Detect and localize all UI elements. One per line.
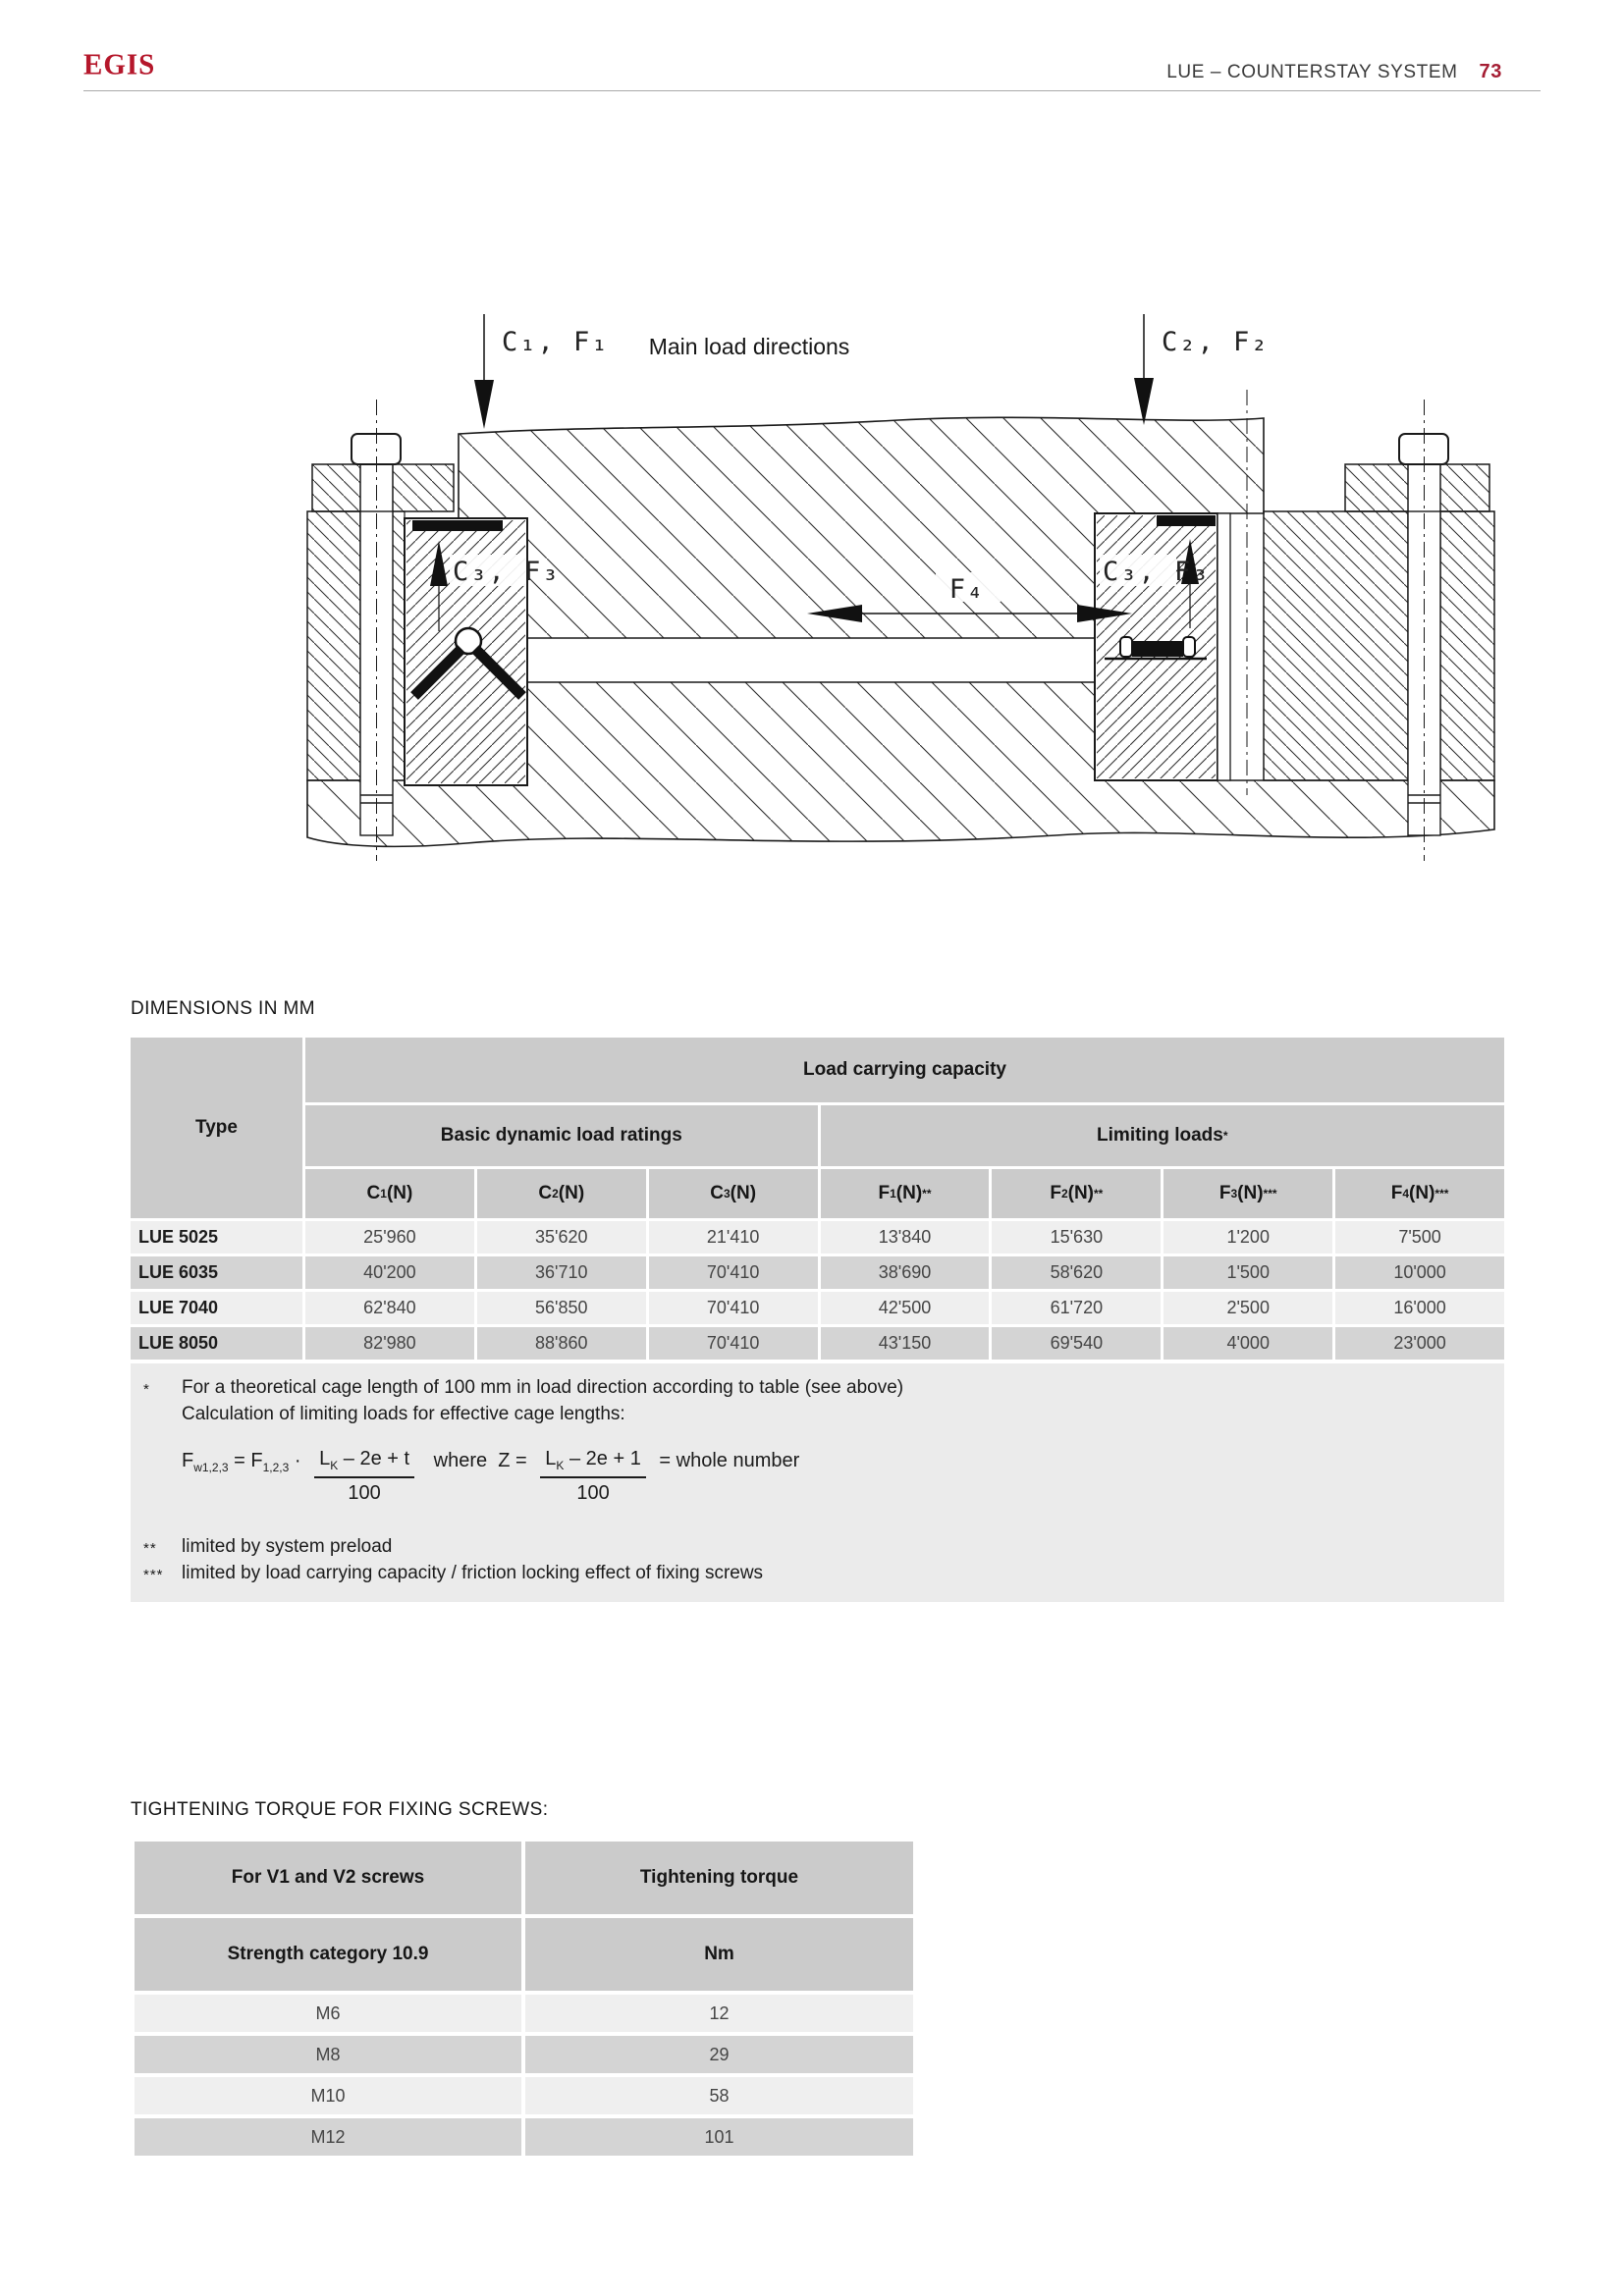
- footnote-marker-3: ***: [143, 1567, 164, 1583]
- table-cell-value: 88'860: [477, 1327, 646, 1360]
- table-cell-value: 25'960: [305, 1221, 474, 1254]
- table-row-type: LUE 8050: [131, 1327, 302, 1360]
- right-plate: [1218, 513, 1230, 780]
- fraction-1: $\frac{L_K - 2e + t}{100}$: [314, 1448, 414, 1505]
- c3-f3-label-left: C₃, F₃: [453, 557, 561, 587]
- table-row-type: LUE 7040: [131, 1292, 302, 1324]
- torque-row-value: 12: [525, 1995, 913, 2032]
- torque-row-size: M10: [135, 2077, 521, 2114]
- table-cell-value: 58'620: [992, 1256, 1161, 1289]
- table-cell-value: 70'410: [649, 1292, 818, 1324]
- column-header: F 3 (N) ***: [1164, 1169, 1332, 1218]
- table-cell-value: 10'000: [1335, 1256, 1504, 1289]
- table-cell-value: 35'620: [477, 1221, 646, 1254]
- subgroup-header-dynamic: Basic dynamic load ratings: [305, 1105, 818, 1166]
- torque-col2-header: Tightening torque: [525, 1842, 913, 1914]
- drawing-caption: Main load directions: [648, 334, 850, 359]
- torque-row-value: 101: [525, 2118, 913, 2156]
- right-cage-block: [1095, 513, 1218, 780]
- table-cell-value: 15'630: [992, 1221, 1161, 1254]
- table-cell-value: 7'500: [1335, 1221, 1504, 1254]
- tightening-torque-table: [135, 1842, 913, 2156]
- page-number: 73: [1479, 61, 1502, 82]
- table-cell-value: 69'540: [992, 1327, 1161, 1360]
- counterstay-cross-section-drawing: [211, 260, 1497, 869]
- right-clamp-plate: [1345, 464, 1408, 511]
- c3-f3-label-right: C₃, F₃: [1103, 557, 1211, 587]
- column-header: F 1 (N) **: [821, 1169, 990, 1218]
- table-cell-value: 61'720: [992, 1292, 1161, 1324]
- column-header: C 1 (N): [305, 1169, 474, 1218]
- c1-f1-label: C₁, F₁: [502, 327, 610, 357]
- footnote-box: [131, 1363, 1504, 1602]
- table-cell-value: 23'000: [1335, 1327, 1504, 1360]
- table-cell-value: 21'410: [649, 1221, 818, 1254]
- table-cell-value: 13'840: [821, 1221, 990, 1254]
- torque-row-size: M12: [135, 2118, 521, 2156]
- dimensions-title: DIMENSIONS IN MM: [131, 998, 315, 1019]
- left-housing-strip: [393, 511, 405, 780]
- c1-f1-arrow: [474, 314, 494, 429]
- subgroup-header-limiting: [821, 1105, 1504, 1166]
- group-header: Load carrying capacity: [305, 1038, 1504, 1102]
- torque-col2-subheader: Nm: [525, 1918, 913, 1991]
- table-cell-value: 42'500: [821, 1292, 990, 1324]
- torque-row-size: M6: [135, 1995, 521, 2032]
- right-roller: [1132, 641, 1183, 657]
- table-cell-value: 70'410: [649, 1256, 818, 1289]
- right-housing-strip: [1440, 511, 1494, 780]
- page-title: LUE – COUNTERSTAY SYSTEM: [1166, 62, 1458, 82]
- table-cell-value: 82'980: [305, 1327, 474, 1360]
- column-header: F 4 (N) ***: [1335, 1169, 1504, 1218]
- f4-label: F₄: [948, 574, 986, 605]
- limiting-load-formula: $F_{w1,2,3} = F_{1,2,3}$ · $\frac{L_K - 2e + t}{100}$ where Z = $\frac{L_K - 2e + 1}{100}$ = whole number: [182, 1448, 800, 1504]
- subgroup-header-limiting-text: Limiting loads: [1097, 1125, 1223, 1146]
- header-rule: [83, 90, 1541, 91]
- left-clamp-plate: [393, 464, 454, 511]
- footnote-line-3: limited by system preload: [182, 1536, 393, 1557]
- table-cell-value: 4'000: [1164, 1327, 1332, 1360]
- left-housing: [307, 511, 360, 780]
- torque-title: TIGHTENING TORQUE FOR FIXING SCREWS:: [131, 1799, 549, 1820]
- right-housing: [1264, 511, 1408, 780]
- load-capacity-table: [131, 1038, 1504, 1360]
- column-header: C 2 (N): [477, 1169, 646, 1218]
- table-cell-value: 2'500: [1164, 1292, 1332, 1324]
- right-clamp-plate: [1440, 464, 1489, 511]
- footnote-line-4: limited by load carrying capacity / friction locking effect of fixing screws: [182, 1563, 764, 1583]
- right-seal-strip: [1157, 515, 1216, 526]
- footnote-line-1: For a theoretical cage length of 100 mm in load direction according to table (see above): [182, 1377, 904, 1398]
- column-header: C 3 (N): [649, 1169, 818, 1218]
- c2-f2-arrow: [1134, 314, 1154, 425]
- table-cell-value: 1'200: [1164, 1221, 1332, 1254]
- left-seal-strip: [412, 520, 503, 531]
- torque-row-value: 29: [525, 2036, 913, 2073]
- footnote-marker-2: **: [143, 1540, 157, 1557]
- header-right: [0, 61, 1502, 83]
- table-cell-value: 56'850: [477, 1292, 646, 1324]
- table-row-type: LUE 5025: [131, 1221, 302, 1254]
- table-cell-value: 70'410: [649, 1327, 818, 1360]
- fraction-2: $\frac{L_K - 2e + 1}{100}$: [540, 1448, 646, 1505]
- table-cell-value: 36'710: [477, 1256, 646, 1289]
- table-row-type: LUE 6035: [131, 1256, 302, 1289]
- c2-f2-label: C₂, F₂: [1162, 327, 1270, 357]
- footnote-marker: *: [143, 1381, 150, 1398]
- torque-col1-subheader: Strength category 10.9: [135, 1918, 521, 1991]
- torque-col1-header: For V1 and V2 screws: [135, 1842, 521, 1914]
- type-column-header: Type: [131, 1038, 302, 1218]
- subgroup-header-limiting-asterisk: *: [1222, 1129, 1228, 1143]
- table-cell-value: 16'000: [1335, 1292, 1504, 1324]
- table-cell-value: 38'690: [821, 1256, 990, 1289]
- egis-logo: EGIS: [83, 48, 156, 81]
- footnote-line-2: Calculation of limiting loads for effective cage lengths:: [182, 1404, 625, 1424]
- torque-row-value: 58: [525, 2077, 913, 2114]
- table-cell-value: 43'150: [821, 1327, 990, 1360]
- table-cell-value: 1'500: [1164, 1256, 1332, 1289]
- table-cell-value: 40'200: [305, 1256, 474, 1289]
- table-cell-value: 62'840: [305, 1292, 474, 1324]
- left-clamp-plate: [312, 464, 360, 511]
- torque-row-size: M8: [135, 2036, 521, 2073]
- column-header: F 2 (N) **: [992, 1169, 1161, 1218]
